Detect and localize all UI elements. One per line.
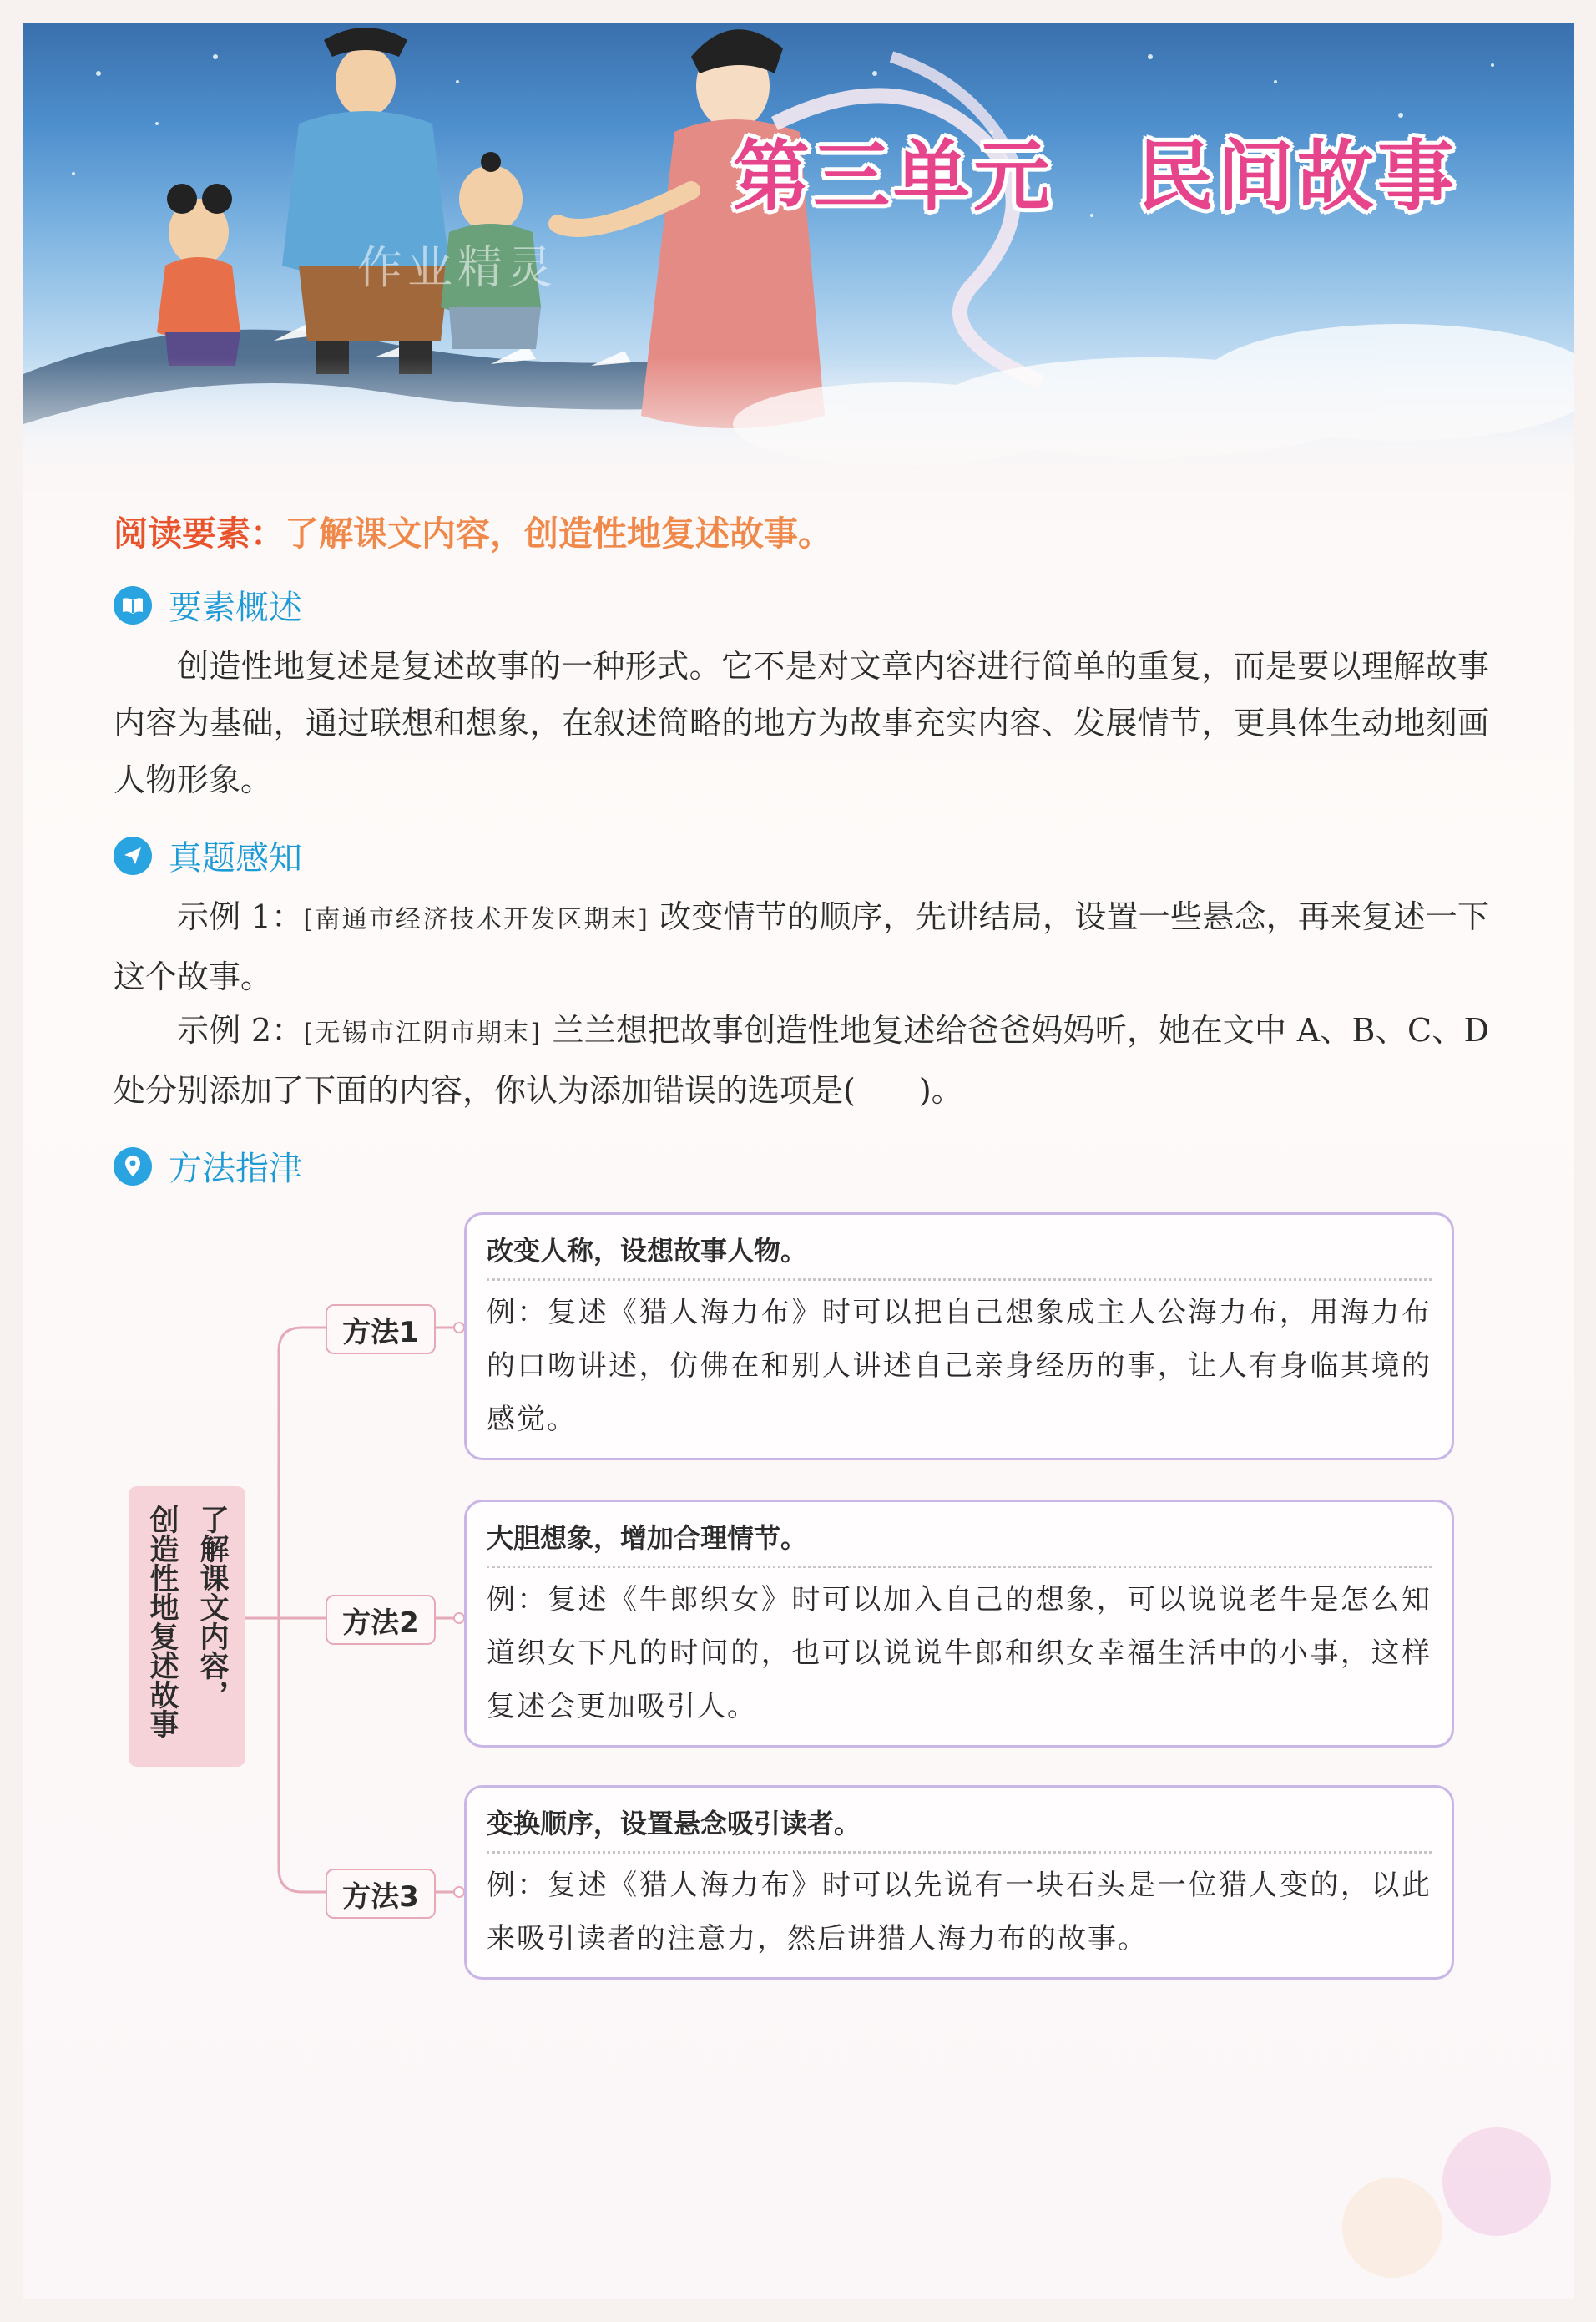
section-real-questions-heading [114,832,302,879]
example-2 [114,1002,1489,1119]
reading-element [114,506,832,555]
watermark: 作业精灵 [357,241,558,294]
example-1 [114,888,1489,1005]
example-2-source: [无锡市江阴市期末] [303,1019,543,1048]
example-1-source: [南通市经济技术开发区期末] [303,905,649,934]
method-3-title: 变换顺序，设置悬念吸引读者。 [487,1803,1432,1854]
section-overview-title: 要素概述 [169,589,302,627]
method-1-title: 改变人称，设想故事人物。 [487,1230,1432,1281]
section-real-questions-title: 真题感知 [169,839,302,878]
mindmap-root-line-2: 创造性地复述故事 [145,1505,179,1738]
method-1-example: 例：复述《猎人海力布》时可以把自己想象成主人公海力布，用海力布的口吻讲述，仿佛在和别人讲述自己亲身经历的事，让人有身临其境的感觉。 [487,1296,1432,1436]
method-3-tag: 方法3 [326,1869,436,1919]
unit-number: 第三单元 [732,132,1053,221]
method-3-example: 例：复述《猎人海力布》时可以先说有一块石头是一位猎人变的，以此来吸引读者的注意力，然后讲猎人海力布的故事。 [487,1869,1432,1955]
unit-title [733,115,1457,225]
section-overview-heading [114,581,302,629]
example-1-prefix: 示例 1： [177,898,304,935]
example-2-prefix: 示例 2： [177,1012,304,1049]
method-2-title: 大胆想象，增加合理情节。 [487,1517,1432,1568]
unit-theme: 民间故事 [1136,132,1457,221]
method-2-card [464,1500,1454,1748]
method-2-example: 例：复述《牛郎织女》时可以加入自己的想象，可以说说老牛是怎么知道织女下凡的时间的，也可以说说牛郎和织女幸福生活中的小事，这样复述会更加吸引人。 [487,1583,1432,1723]
method-1-card [464,1212,1454,1460]
location-pin-icon [114,1147,152,1186]
section-methods-heading [114,1142,302,1190]
paper-plane-icon [114,837,152,875]
example-2-text: 兰兰想把故事创造性地复述给爸爸妈妈听，她在文中 A、B、C、D 处分别添加了下面的内容，你认为添加错误的选项是( )。 [114,1012,1489,1109]
mindmap-root [129,1486,245,1767]
method-1-tag: 方法1 [326,1304,436,1354]
corner-decoration [1442,2127,1551,2236]
reading-element-text: 了解课文内容，创造性地复述故事。 [285,513,832,554]
unit-banner [23,23,1574,491]
method-3-card [464,1785,1454,1980]
reading-element-label: 阅读要素： [114,513,285,554]
book-icon [114,586,152,625]
section-methods-title: 方法指津 [169,1150,302,1188]
corner-decoration [1342,2178,1442,2278]
method-2-tag: 方法2 [326,1595,436,1645]
example-1-text: 改变情节的顺序，先讲结局，设置一些悬念，再来复述一下这个故事。 [114,898,1489,995]
overview-paragraph: 创造性地复述是复述故事的一种形式。它不是对文章内容进行简单的重复，而是要以理解故事内容为基础，通过联想和想象，在叙述简略的地方为故事充实内容、发展情节，更具体生动地刻画人物形象。 [114,648,1489,798]
page [23,23,1574,2299]
mindmap-root-line-1: 了解课文内容， [195,1505,229,1709]
